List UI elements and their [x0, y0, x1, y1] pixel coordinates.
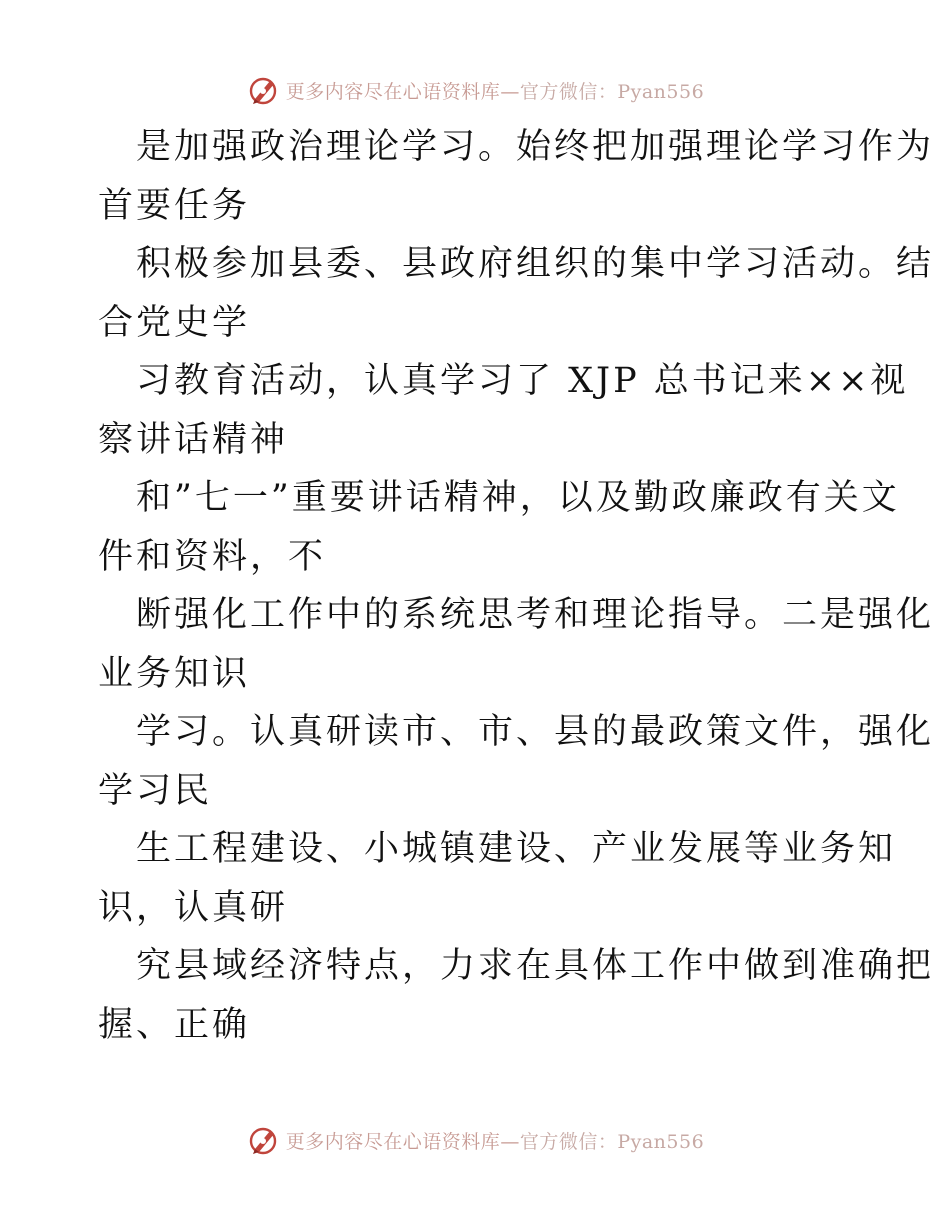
paragraph-line: 和”七一”重要讲话精神，以及勤政廉政有关文 — [136, 478, 900, 518]
header-wechat-id: Pyan556 — [617, 80, 705, 103]
paragraph-line: 察讲话精神 — [98, 419, 289, 460]
paragraph-line: 断强化工作中的系统思考和理论指导。二是强化 — [136, 595, 935, 635]
header-watermark-inner — [246, 73, 704, 107]
paragraph-line: 业务知识 — [98, 653, 251, 694]
paragraph-line: 件和资料，不 — [98, 536, 327, 577]
header-dash: — — [500, 80, 520, 103]
pen-circle-logo-icon — [246, 1123, 280, 1157]
footer-watermark — [0, 1120, 950, 1160]
paragraph-1 — [98, 118, 935, 235]
paragraph-line: 习教育活动，认真学习了 XJP 总书记来××视 — [136, 361, 909, 401]
paragraph-line: 究县域经济特点，力求在具体工作中做到准确把 — [136, 946, 935, 986]
footer-wechat-id: Pyan556 — [617, 1130, 705, 1153]
paragraph-line: 生工程建设、小城镇建设、产业发展等业务知 — [136, 829, 897, 869]
paragraph-line: 学习民 — [98, 770, 213, 811]
footer-watermark-inner — [246, 1123, 704, 1157]
paragraph-line: 握、正确 — [98, 1004, 251, 1045]
paragraph-line: 积极参加县委、县政府组织的集中学习活动。结 — [136, 244, 935, 284]
footer-brand: 更多内容尽在心语资料库 — [285, 1130, 501, 1153]
paragraph-7 — [98, 820, 897, 937]
header-wechat-label: 官方微信： — [519, 80, 618, 103]
paragraph-line: 合党史学 — [98, 302, 251, 343]
paragraph-6 — [98, 703, 935, 820]
paragraph-line: 学习。认真研读市、市、县的最政策文件，强化 — [136, 712, 935, 752]
header-watermark-text — [286, 77, 704, 104]
pen-circle-logo-icon — [246, 73, 280, 107]
footer-watermark-text — [286, 1127, 704, 1154]
document-body — [98, 118, 935, 1054]
paragraph-3 — [98, 352, 909, 469]
paragraph-5 — [98, 586, 935, 703]
paragraph-line: 是加强政治理论学习。始终把加强理论学习作为 — [136, 127, 935, 167]
footer-wechat-label: 官方微信： — [519, 1130, 618, 1153]
paragraph-line: 首要任务 — [98, 185, 251, 226]
paragraph-8 — [98, 937, 935, 1054]
footer-dash: — — [500, 1130, 520, 1153]
paragraph-2 — [98, 235, 935, 352]
header-brand: 更多内容尽在心语资料库 — [285, 80, 501, 103]
header-watermark — [0, 70, 950, 110]
paragraph-4 — [98, 469, 900, 586]
paragraph-line: 识，认真研 — [98, 887, 289, 928]
